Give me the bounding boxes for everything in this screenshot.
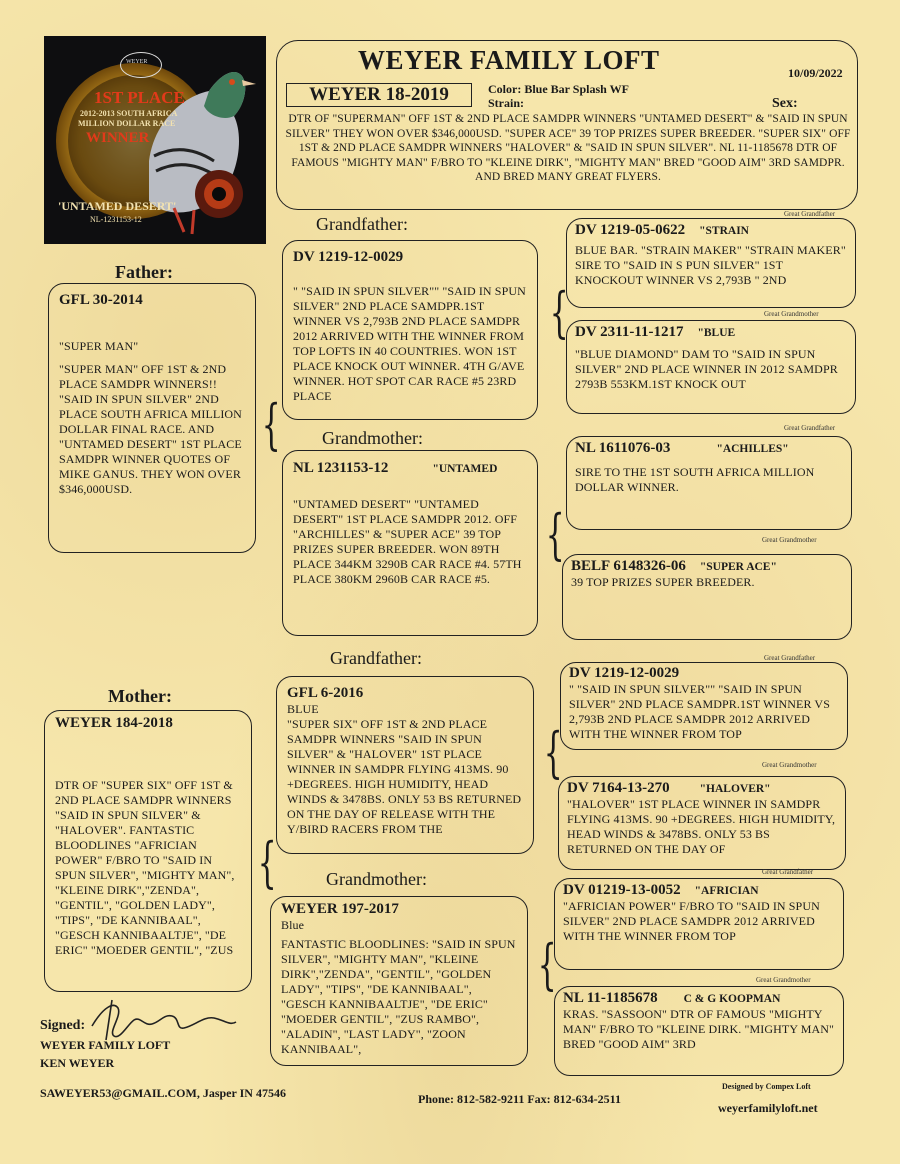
ggp6-ring: DV 7164-13-270 (567, 780, 670, 796)
header-ring: WEYER 18-2019 (286, 83, 472, 107)
ggp1-text: BLUE BAR. "STRAIN MAKER" "STRAIN MAKER" SIRE TO "SAID IN S PUN SILVER" 1ST KNOCKOUT WINNER VS 2,793B " 2ND (575, 243, 846, 287)
ggp6-text: "HALOVER" 1ST PLACE WINNER IN SAMDPR FLYING 413MS. 90 +DEGREES. HIGH HUMIDITY, HEAD WINDS & 3478BS. ONLY 53 BS RETURNED ON THE DAY OF (567, 797, 836, 856)
photo-logo-text: WEYER (126, 59, 148, 65)
mother-label: Mother: (108, 686, 172, 706)
gm-maternal-text: FANTASTIC BLOODLINES: "SAID IN SPUN SILVER", "MIGHTY MAN", "KLEINE DIRK","ZENDA", "GENTIL", "GOLDEN LADY", "TIPS", "DE KANNIBAAL", "GESCH KANNIBAALTJE", "DE ERIC" "MOEDER GENTIL", "ZUS RAMBO", "ALADIN", "LAST LADY", "ZOON KANNIBAAL", (281, 937, 516, 1056)
ggp8-name: C & G KOOPMAN (683, 993, 781, 1005)
grandfather-label-paternal: Grandfather: (316, 214, 408, 234)
ggp6-name: "HALOVER" (699, 783, 771, 795)
father-ring: GFL 30-2014 (59, 292, 143, 308)
ggp8-ring: NL 11-1185678 (563, 990, 658, 1006)
gm-maternal-ring: WEYER 197-2017 (281, 901, 399, 917)
sex-label: Sex: (772, 96, 798, 111)
ggp3-box (566, 436, 852, 530)
father-name: "SUPER MAN" (59, 339, 139, 353)
ggp5-text: " "SAID IN SPUN SILVER"" "SAID IN SPUN SILVER" 2ND PLACE SAMDPR.1ST WINNER VS 2,793B 2ND PLACE SAMDPR 2012 ARRIVED WITH THE WINNER FROM TOP (569, 682, 830, 741)
brace-icon: { (545, 503, 565, 566)
brace-icon: { (257, 831, 277, 894)
ggp7-caption: Great Grandfather (762, 868, 814, 876)
ggp6-box (558, 776, 846, 870)
photo-race-line2: MILLION DOLLAR RACE (78, 119, 176, 128)
brace-icon: { (543, 721, 563, 784)
gf-maternal-ring: GFL 6-2016 (287, 685, 364, 701)
signature-icon (84, 996, 244, 1044)
winner-photo (44, 36, 266, 244)
ggp7-box (554, 878, 844, 970)
ggp4-caption: Great Grandmother (762, 536, 817, 544)
mother-box (44, 710, 252, 992)
gm-paternal-text: "UNTAMED DESERT" "UNTAMED DESERT" 1ST PLACE SAMDPR 2012. OFF "ARCHILLES" & "SUPER ACE" 39 TOP PRIZES SUPER BREEDER. WON 89TH PLACE 344KM 3290B CAR RACE #4. 57TH PLACE 380KM 2960B CAR RACE #5. (293, 497, 522, 586)
gf-paternal-ring: DV 1219-12-0029 (293, 249, 404, 265)
footer-website[interactable]: weyerfamilyloft.net (718, 1101, 818, 1115)
ggp4-box (562, 554, 852, 640)
header-date: 10/09/2022 (788, 66, 843, 80)
footer-phone: Phone: 812-582-9211 Fax: 812-634-2511 (418, 1092, 621, 1106)
gm-maternal-box (270, 896, 528, 1066)
ggp5-caption: Great Grandfather (764, 654, 816, 662)
ggp8-caption: Great Grandmother (756, 976, 811, 984)
ggp7-ring: DV 01219-13-0052 (563, 882, 681, 898)
gf-paternal-box (282, 240, 538, 420)
gm-paternal-name: "UNTAMED (432, 463, 498, 475)
mother-ring: WEYER 184-2018 (55, 715, 173, 731)
photo-place: 1ST PLACE (94, 88, 185, 107)
footer-designed: Designed by Compex Loft (722, 1082, 811, 1091)
grandfather-label-maternal: Grandfather: (330, 648, 422, 668)
gf-maternal-color: BLUE (287, 702, 319, 716)
father-box (48, 283, 256, 553)
ggp1-ring: DV 1219-05-0622 (575, 222, 686, 238)
brace-icon: { (261, 393, 281, 456)
ggp5-ring: DV 1219-12-0029 (569, 665, 680, 681)
ggp4-ring: BELF 6148326-06 (571, 558, 686, 574)
strain-label: Strain: (488, 96, 524, 110)
ggp6-caption: Great Grandmother (762, 761, 817, 769)
color-value: Blue Bar Splash WF (524, 82, 629, 96)
photo-winner: WINNER (86, 130, 150, 146)
grandmother-label-maternal: Grandmother: (326, 869, 427, 889)
grandmother-label-paternal: Grandmother: (322, 428, 423, 448)
photo-race-line1: 2012-2013 SOUTH AFRICA (80, 109, 178, 118)
ggp4-text: 39 TOP PRIZES SUPER BREEDER. (571, 575, 755, 589)
brace-icon: { (549, 281, 569, 344)
ggp2-ring: DV 2311-11-1217 (575, 324, 684, 340)
brace-icon: { (537, 933, 557, 996)
gf-maternal-text: "SUPER SIX" OFF 1ST & 2ND PLACE SAMDPR WINNERS "SAID IN SPUN SILVER" & "HALOVER" 1ST PLACE WINNER IN SAMDPR FLYING 413MS. 90 +DEGREES. HIGH HUMIDITY, HEAD WINDS & 3478BS. ONLY 53 BS RETURNED ON THE DAY OF RELEASE WITH THE Y/BIRD RACERS FROM THE (287, 717, 522, 836)
ggp8-text: KRAS. "SASSOON" DTR OF FAMOUS "MIGHTY MAN" F/BRO TO "KLEINE DIRK. "MIGHTY MAN" BRED "GOOD AIM" 3RD (563, 1007, 835, 1051)
ggp2-box (566, 320, 856, 414)
ggp2-name: "BLUE (697, 327, 736, 339)
ggp7-name: "AFRICIAN (694, 885, 759, 897)
ggp1-name: "STRAIN (699, 225, 749, 237)
ggp3-name: "ACHILLES" (716, 443, 789, 455)
ggp2-text: "BLUE DIAMOND" DAM TO "SAID IN SPUN SILVER" 2ND PLACE WINNER IN 2012 SAMDPR 2793B 553KM.1ST KNOCK OUT (575, 347, 838, 391)
footer-email: SAWEYER53@GMAIL.COM, Jasper IN 47546 (40, 1086, 286, 1100)
ggp8-box (554, 986, 844, 1076)
header-description: DTR OF "SUPERMAN" OFF 1ST & 2ND PLACE SAMDPR WINNERS "UNTAMED DESERT" & "SAID IN SPUN SILVER" THEY WON OVER $346,000USD. "SUPER ACE" 39 TOP PRIZES SUPER BREEDER. "SUPER SIX" OFF 1ST & 2ND PLACE SAMDPR WINNERS "HALOVER" & "SAID IN SPUN SILVER". NL 11-1185678 DTR OF FAMOUS "MIGHTY MAN" F/BRO TO "KLEINE DIRK", "MIGHTY MAN" BRED "GOOD AIM" 3RD SAMDPR. AND BRED MANY GREAT FLYERS. (285, 113, 851, 183)
father-text: "SUPER MAN" OFF 1ST & 2ND PLACE SAMDPR WINNERS!! "SAID IN SPUN SILVER" 2ND PLACE SOUTH AFRICA MILLION DOLLAR FINAL RACE. AND "UNTAMED DESERT" 1ST PLACE SAMDPR WINNER QUOTES OF MIKE GANUS. THEY WON OVER $346,000USD. (59, 362, 242, 496)
footer-name: KEN WEYER (40, 1056, 115, 1070)
gm-maternal-color: Blue (281, 918, 305, 932)
gm-paternal-box (282, 450, 538, 636)
logo-emblem (120, 52, 162, 78)
color-label: Color: (488, 82, 522, 96)
gf-paternal-text: " "SAID IN SPUN SILVER"" "SAID IN SPUN SILVER" 2ND PLACE SAMDPR.1ST WINNER VS 2,793B 2ND PLACE SAMDPR 2012 ARRIVED WITH THE WINNER FROM TOP LOFTS IN 40 COUNTRIES. WON 1ST PLACE KNOCK OUT WINNER. 4TH G/AVE WINNER. HOT SPOT CAR RACE #5 23RD PLACE (293, 284, 526, 403)
ggp4-name: "SUPER ACE" (699, 561, 777, 573)
footer-loft: WEYER FAMILY LOFT (40, 1038, 171, 1052)
father-label: Father: (115, 262, 173, 282)
ggp2-caption: Great Grandmother (764, 310, 819, 318)
ggp3-ring: NL 1611076-03 (575, 440, 671, 456)
ggp7-text: "AFRICIAN POWER" F/BRO TO "SAID IN SPUN SILVER" 2ND PLACE SAMDPR 2012 ARRIVED WITH THE WINNER FROM TOP (563, 899, 820, 943)
gf-maternal-box (276, 676, 534, 854)
ggp1-caption: Great Grandfather (784, 210, 836, 218)
ggp5-box (560, 662, 848, 750)
photo-ring: NL-1231153-12 (90, 215, 142, 224)
ggp3-text: SIRE TO THE 1ST SOUTH AFRICA MILLION DOLLAR WINNER. (575, 465, 815, 494)
mother-text: DTR OF "SUPER SIX" OFF 1ST & 2ND PLACE SAMDPR WINNERS "SAID IN SPUN SILVER" & "HALOVER". FANTASTIC BLOODLINES "AFRICIAN POWER" F/BRO TO "SAID IN SPUN SILVER", "MIGHTY MAN", "KLEINE DIRK","ZENDA", "GENTIL", "GOLDEN LADY", "TIPS", "DE KANNIBAAL", "GESCH KANNIBAALTJE", "DE ERIC" "MOEDER GENTIL", "ZUS (55, 778, 235, 957)
photo-bird-name: 'UNTAMED DESERT' (58, 199, 177, 213)
header-color (488, 82, 629, 97)
ggp3-caption: Great Grandfather (784, 424, 836, 432)
signed-label: Signed: (40, 1018, 86, 1033)
page-title: WEYER FAMILY LOFT (358, 45, 660, 75)
gm-paternal-ring: NL 1231153-12 (293, 460, 389, 476)
ggp1-box (566, 218, 856, 308)
